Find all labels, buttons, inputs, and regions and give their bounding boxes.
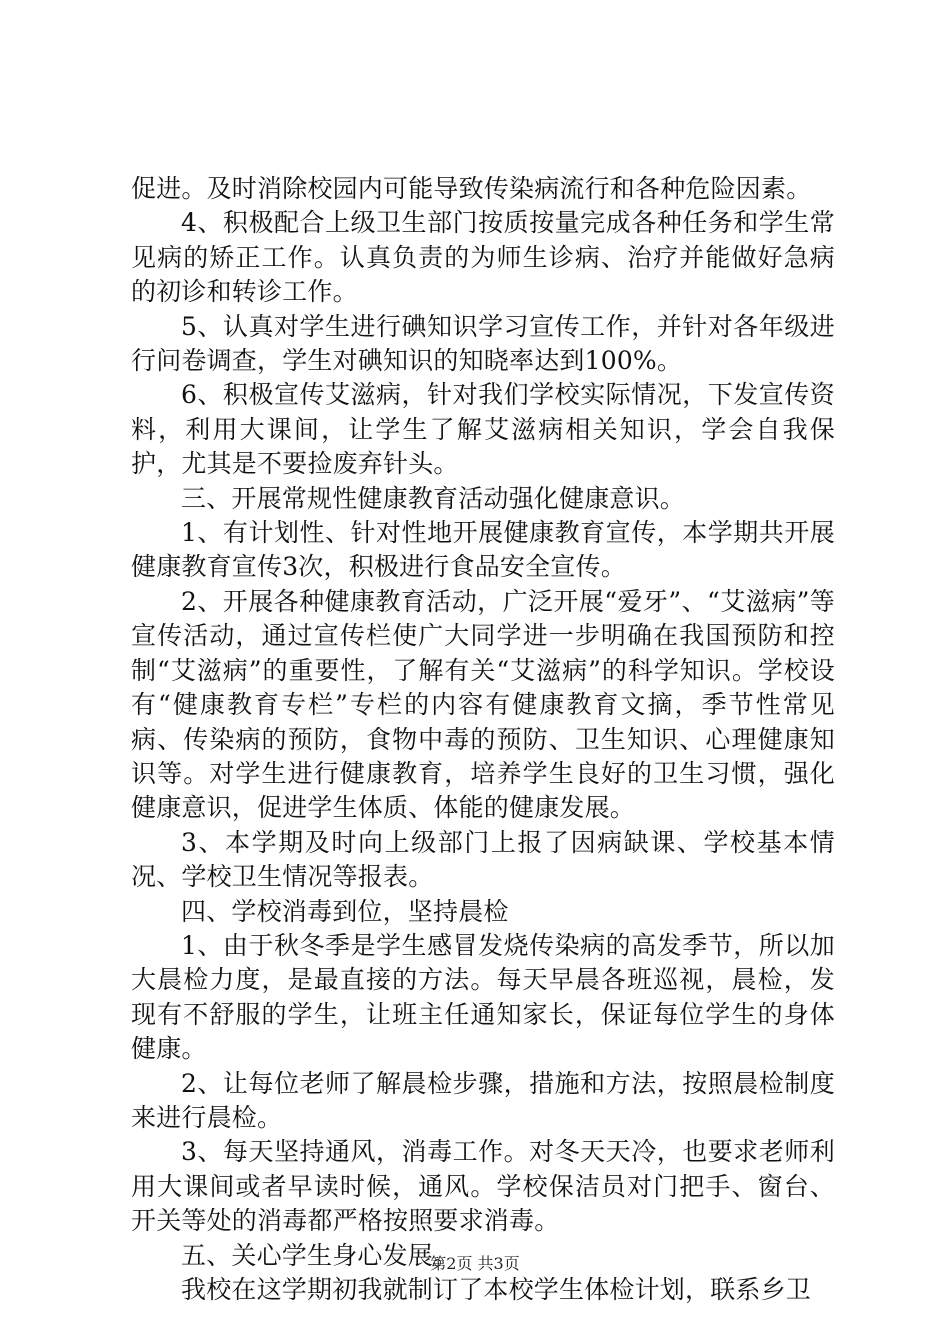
paragraph: 2、开展各种健康教育活动，广泛开展“爱牙”、“艾滋病”等宣传活动，通过宣传栏使广大同学进一步明确在我国预防和控制“艾滋病”的重要性，了解有关“艾滋病”的科学知识。学校设有“健康教育专栏”专栏的内容有健康教育文摘，季节性常见病、传染病的预防，食物中毒的预防、卫生知识、心理健康知识等。对学生进行健康教育，培养学生良好的卫生习惯，强化健康意识，促进学生体质、体能的健康发展。 (131, 586, 835, 823)
section-heading: 四、学校消毒到位，坚持晨检 (181, 896, 509, 926)
page-footer (0, 1254, 950, 1274)
section-heading: 三、开展常规性健康教育活动强化健康意识。 (181, 483, 686, 513)
paragraph: 5、认真对学生进行碘知识学习宣传工作，并针对各年级进行问卷调查，学生对碘知识的知晓率达到100%。 (131, 311, 835, 376)
paragraph: 1、由于秋冬季是学生感冒发烧传染病的高发季节，所以加大晨检力度，是最直接的方法。每天早晨各班巡视，晨检，发现有不舒服的学生，让班主任通知家长，保证每位学生的身体健康。 (131, 930, 835, 1064)
paragraph: 2、让每位老师了解晨检步骤，措施和方法，按照晨检制度来进行晨检。 (131, 1068, 835, 1132)
section-heading: 五、关心学生身心发展。 (181, 1240, 459, 1270)
paragraph: 4、积极配合上级卫生部门按质按量完成各种任务和学生常见病的矫正工作。认真负责的为师生诊病、治疗并能做好急病的初诊和转诊工作。 (131, 208, 835, 307)
paragraph: 6、积极宣传艾滋病，针对我们学校实际情况，下发宣传资料，利用大课间，让学生了解艾滋病相关知识，学会自我保护，尤其是不要捡废弃针头。 (131, 380, 835, 479)
page-number-label: 第2页 共3页 (430, 1254, 520, 1273)
paragraph: 3、每天坚持通风，消毒工作。对冬天天冷，也要求老师利用大课间或者早读时候，通风。学校保洁员对门把手、窗台、开关等处的消毒都严格按照要求消毒。 (131, 1137, 835, 1236)
paragraph: 3、本学期及时向上级部门上报了因病缺课、学校基本情况、学校卫生情况等报表。 (131, 827, 835, 892)
body-text (131, 172, 835, 1307)
paragraph: 我校在这学期初我就制订了本校学生体检计划，联系乡卫 (181, 1275, 812, 1304)
paragraph: 1、有计划性、针对性地开展健康教育宣传，本学期共开展健康教育宣传3次，积极进行食品安全宣传。 (131, 518, 835, 582)
paragraph: 促进。及时消除校园内可能导致传染病流行和各种危险因素。 (131, 174, 812, 203)
